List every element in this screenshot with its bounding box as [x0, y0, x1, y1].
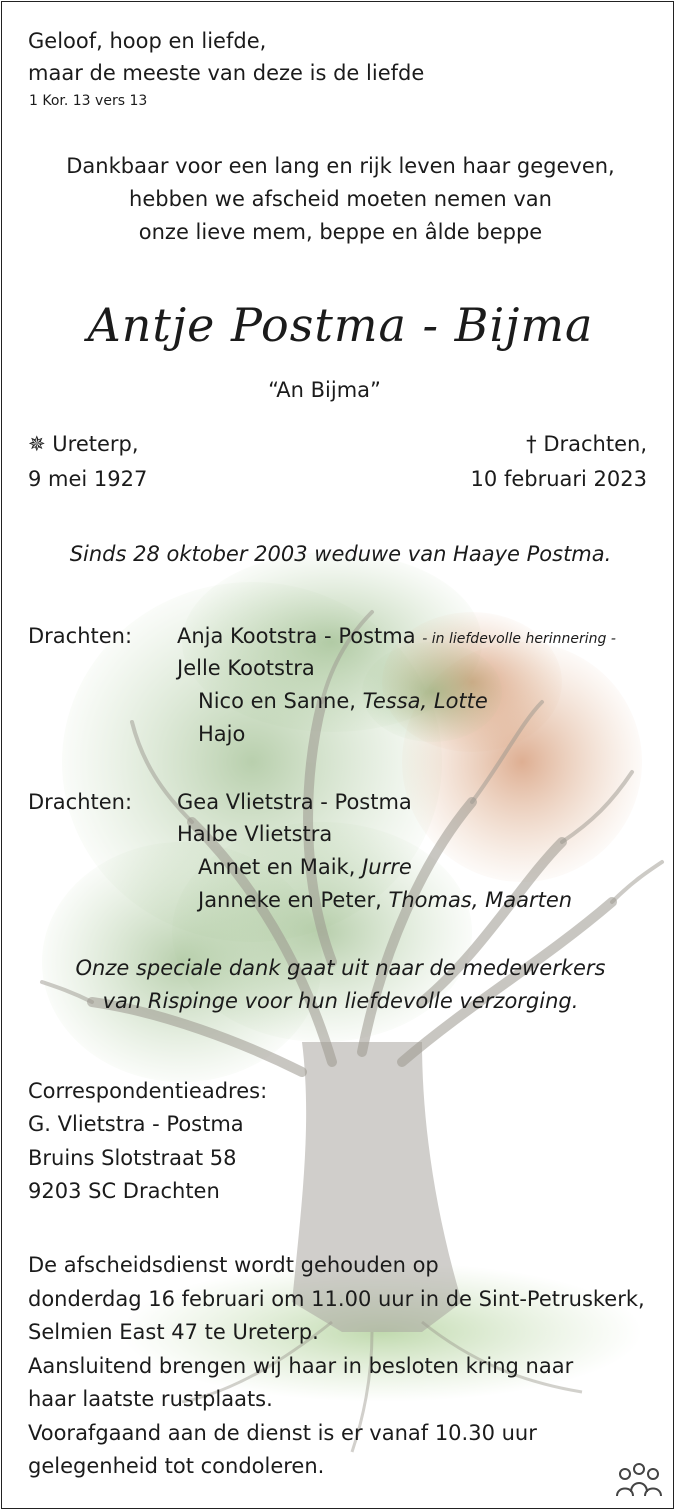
family-1-name1	[177, 626, 616, 647]
family-2-child-2-italic: Thomas, Maarten	[388, 888, 573, 912]
family-2-name1: Gea Vlietstra - Postma	[177, 790, 412, 814]
service-line-3: Selmien East 47 te Ureterp.	[28, 1320, 319, 1344]
family-1-child-1	[198, 691, 488, 712]
deceased-nickname: “An Bijma”	[268, 378, 381, 402]
service-line-6: Voorafgaand aan de dienst is er vanaf 10.30 uur	[28, 1421, 537, 1445]
family-1-note: - in liefdevolle herinnering -	[422, 631, 616, 647]
family-1-name1-text: Anja Kootstra - Postma	[177, 624, 416, 648]
intro-line-2: hebben we afscheid moeten nemen van	[129, 187, 552, 211]
service-line-7: gelegenheid tot condoleren.	[28, 1454, 325, 1478]
quote-line-1: Geloof, hoop en liefde,	[28, 29, 267, 53]
service-line-4: Aansluitend brengen wij haar in besloten kring naar	[28, 1354, 574, 1378]
address-street: Bruins Slotstraat 58	[28, 1146, 237, 1170]
service-line-1: De afscheidsdienst wordt gehouden op	[28, 1253, 439, 1277]
widow-line: Sinds 28 oktober 2003 weduwe van Haaye Postma.	[69, 542, 612, 566]
death-date: 10 februari 2023	[470, 467, 647, 491]
family-2-child-2-plain: Janneke en Peter,	[198, 888, 389, 912]
family-2-child-1	[198, 857, 412, 878]
address-name: G. Vlietstra - Postma	[28, 1112, 244, 1136]
family-1-child-2-plain: Hajo	[198, 722, 246, 746]
family-1-place: Drachten:	[28, 624, 133, 648]
death-place: † Drachten,	[526, 432, 647, 456]
family-1-child-2	[198, 724, 245, 745]
address-label: Correspondentieadres:	[28, 1079, 268, 1103]
birth-date: 9 mei 1927	[28, 467, 148, 491]
family-2-place: Drachten:	[28, 790, 133, 814]
family-2-child-2	[198, 890, 572, 911]
quote-line-2: maar de meeste van deze is de liefde	[28, 61, 425, 85]
quote-reference: 1 Kor. 13 vers 13	[29, 93, 148, 109]
family-2-child-1-plain: Annet en Maik,	[198, 855, 363, 879]
intro-line-1: Dankbaar voor een lang en rijk leven haar gegeven,	[66, 154, 615, 178]
family-2-child-1-italic: Jurre	[362, 855, 412, 879]
deceased-name: Antje Postma - Bijma	[87, 298, 594, 352]
obituary-card	[1, 1, 674, 1509]
family-1-child-1-italic: Tessa, Lotte	[362, 689, 488, 713]
birth-place: ✵ Ureterp,	[28, 432, 139, 456]
family-logo-icon	[613, 1460, 665, 1500]
family-2-name2: Halbe Vlietstra	[177, 822, 333, 846]
service-line-5: haar laatste rustplaats.	[28, 1387, 273, 1411]
thanks-line-2: van Rispinge voor hun liefdevolle verzorging.	[102, 989, 579, 1013]
family-1-name2: Jelle Kootstra	[177, 656, 315, 680]
service-line-2: donderdag 16 februari om 11.00 uur in de Sint-Petruskerk,	[28, 1287, 645, 1311]
family-1-child-1-plain: Nico en Sanne,	[198, 689, 363, 713]
thanks-line-1: Onze speciale dank gaat uit naar de medewerkers	[75, 956, 606, 980]
address-city: 9203 SC Drachten	[28, 1179, 220, 1203]
intro-line-3: onze lieve mem, beppe en âlde beppe	[138, 220, 543, 244]
